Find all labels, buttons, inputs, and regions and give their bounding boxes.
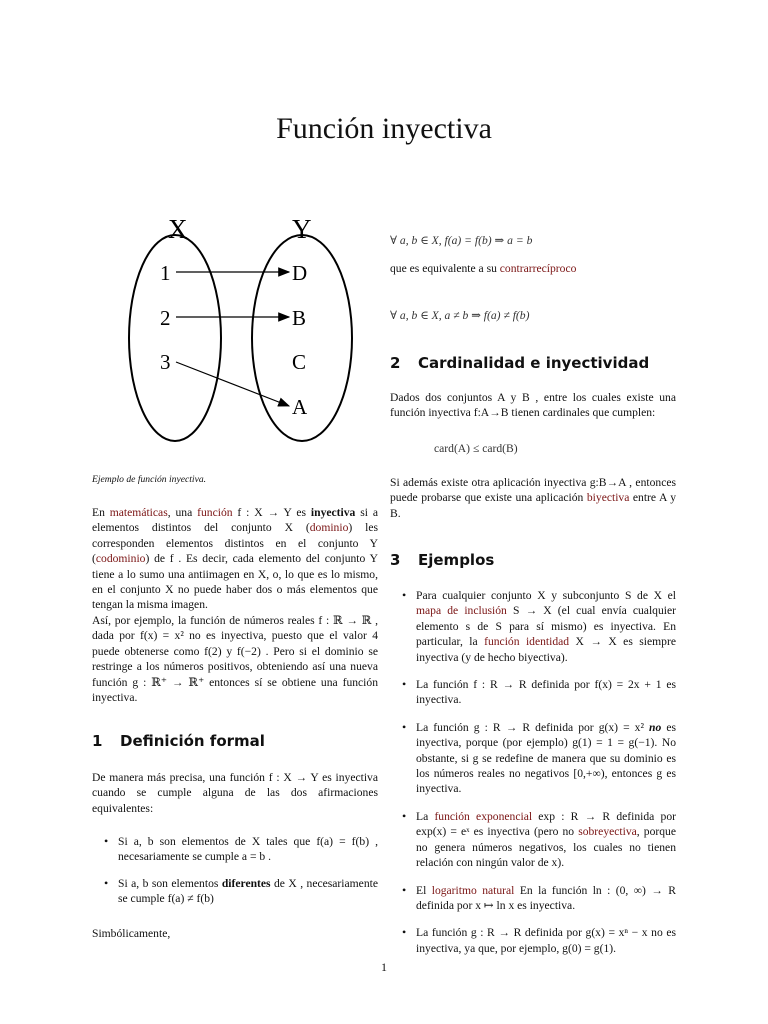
list-item: • Si a, b son elementos diferentes de X , necesariamente se cumple f(a) ≠ f(b) [92,876,378,907]
intro-paragraph-1: En matemáticas, una función f : X → Y es inyectiva si a elementos distintos del conjunto X (dominio) les corresponden elementos distintos en el conjunto Y (codominio) de f . Es decir, cada elemento del conjunto Y tiene a lo sumo una antiimagen en X, o, lo que es lo mismo, en el conjunto X no puede haber dos o más elementos que tengan la misma imagen. [92,506,379,612]
section-2-paragraph-2: Si además existe otra aplicación inyectiva g:B→A , entonces puede probarse que existe una aplicación biyectiva entre A y B. [390,476,676,520]
set-y-label: Y [292,214,312,244]
page-number: 1 [381,960,387,974]
set-x-ellipse [129,235,221,441]
list-item: • La función exponencial exp : R → R definida por exp(x) = eˣ es inyectiva (pero no sobreyectiva, porque no genera números negativos, los cuales no tienen relación con ningún valor de x). [390,809,676,871]
symbolically-text: Simbólicamente, [92,927,171,940]
link-biyectiva[interactable]: biyectiva [586,491,630,505]
list-item: • La función g : R → R definida por g(x) = x² no es inyectiva, porque (por ejemplo) g(1) = 1 = g(−1). No obstante, si g se redefine de manera que su dominio es los números reales no negativos [0,+∞), entonces g es inyectiva. [390,720,676,797]
equivalence-text: que es equivalente a su contrarrecíproco [390,262,577,275]
link-funcion-identidad[interactable]: función identidad [484,635,570,649]
formula-cardinality: card(A) ≤ card(B) [434,442,518,455]
examples-list [390,588,676,956]
list-item: • El logaritmo natural En la función ln : (0, ∞) → R definida por x ↦ ln x es inyectiva. [390,883,676,914]
link-sobreyectiva[interactable]: sobreyectiva [578,825,637,839]
link-mapa-inclusion[interactable]: mapa de inclusión [416,604,507,618]
section-3-heading: 3 Ejemplos [390,551,495,569]
x-element-2: 2 [160,306,171,330]
x-element-3: 3 [160,350,171,374]
link-dominio[interactable]: dominio [309,521,349,535]
set-x-label: X [168,214,188,244]
list-item: • La función g : R → R definida por g(x) = xⁿ − x no es inyectiva, ya que, por ejemplo, g(0) = g(1). [390,925,676,956]
y-element-a: A [292,395,308,419]
link-matematicas[interactable]: matemáticas [109,506,168,519]
formula-injective: ∀ a, b ∈ X, f(a) = f(b) ⇒ a = b [390,234,533,247]
section-1-heading: 1 Definición formal [92,732,265,750]
figure-caption: Ejemplo de función inyectiva. [92,474,207,485]
section-1-list [92,834,378,907]
list-item: • La función f : R → R definida por f(x) = 2x + 1 es inyectiva. [390,677,676,708]
link-codominio[interactable]: codominio [95,552,146,566]
y-element-b: B [292,306,307,330]
x-element-1: 1 [160,261,171,285]
injective-function-diagram [92,208,382,458]
page-title: Función inyectiva [276,112,492,145]
y-element-d: D [292,261,308,285]
link-logaritmo-natural[interactable]: logaritmo natural [431,883,515,897]
link-funcion-exponencial[interactable]: función exponencial [434,809,533,823]
section-2-paragraph-1: Dados dos conjuntos A y B , entre los cuales existe una función inyectiva f:A→B tienen cardinales que cumplen: [390,391,676,420]
y-element-c: C [292,350,307,374]
formula-contrapositive: ∀ a, b ∈ X, a ≠ b ⇒ f(a) ≠ f(b) [390,309,530,322]
section-1-paragraph: De manera más precisa, una función f : X → Y es inyectiva cuando se cumple alguna de las dos afirmaciones equivalentes: [92,771,378,815]
arrow-3-to-a [176,362,289,406]
list-item: • Si a, b son elementos de X tales que f(a) = f(b) , necesariamente se cumple a = b . [92,834,378,865]
link-contrarreciproco[interactable]: contrarrecíproco [499,262,577,275]
list-item: • Para cualquier conjunto X y subconjunto S de X el mapa de inclusión S → X (el cual envía cualquier elemento s de S para sí mismo) es inyectiva. En particular, la función identidad X → X es siempre inyectiva (y de hecho biyectiva). [390,588,676,665]
intro-paragraph-2: Así, por ejemplo, la función de números reales f : ℝ → ℝ , dada por f(x) = x² no es inyectiva, puesto que el valor 4 puede obtenerse como f(2) y f(−2) . Pero si el dominio se restringe a los números positivos, obteniendo así una nueva función g : ℝ⁺ → ℝ⁺ entonces sí se obtiene una función inyectiva. [92,614,378,705]
section-2-heading: 2 Cardinalidad e inyectividad [390,354,650,372]
link-funcion[interactable]: función [197,506,233,519]
